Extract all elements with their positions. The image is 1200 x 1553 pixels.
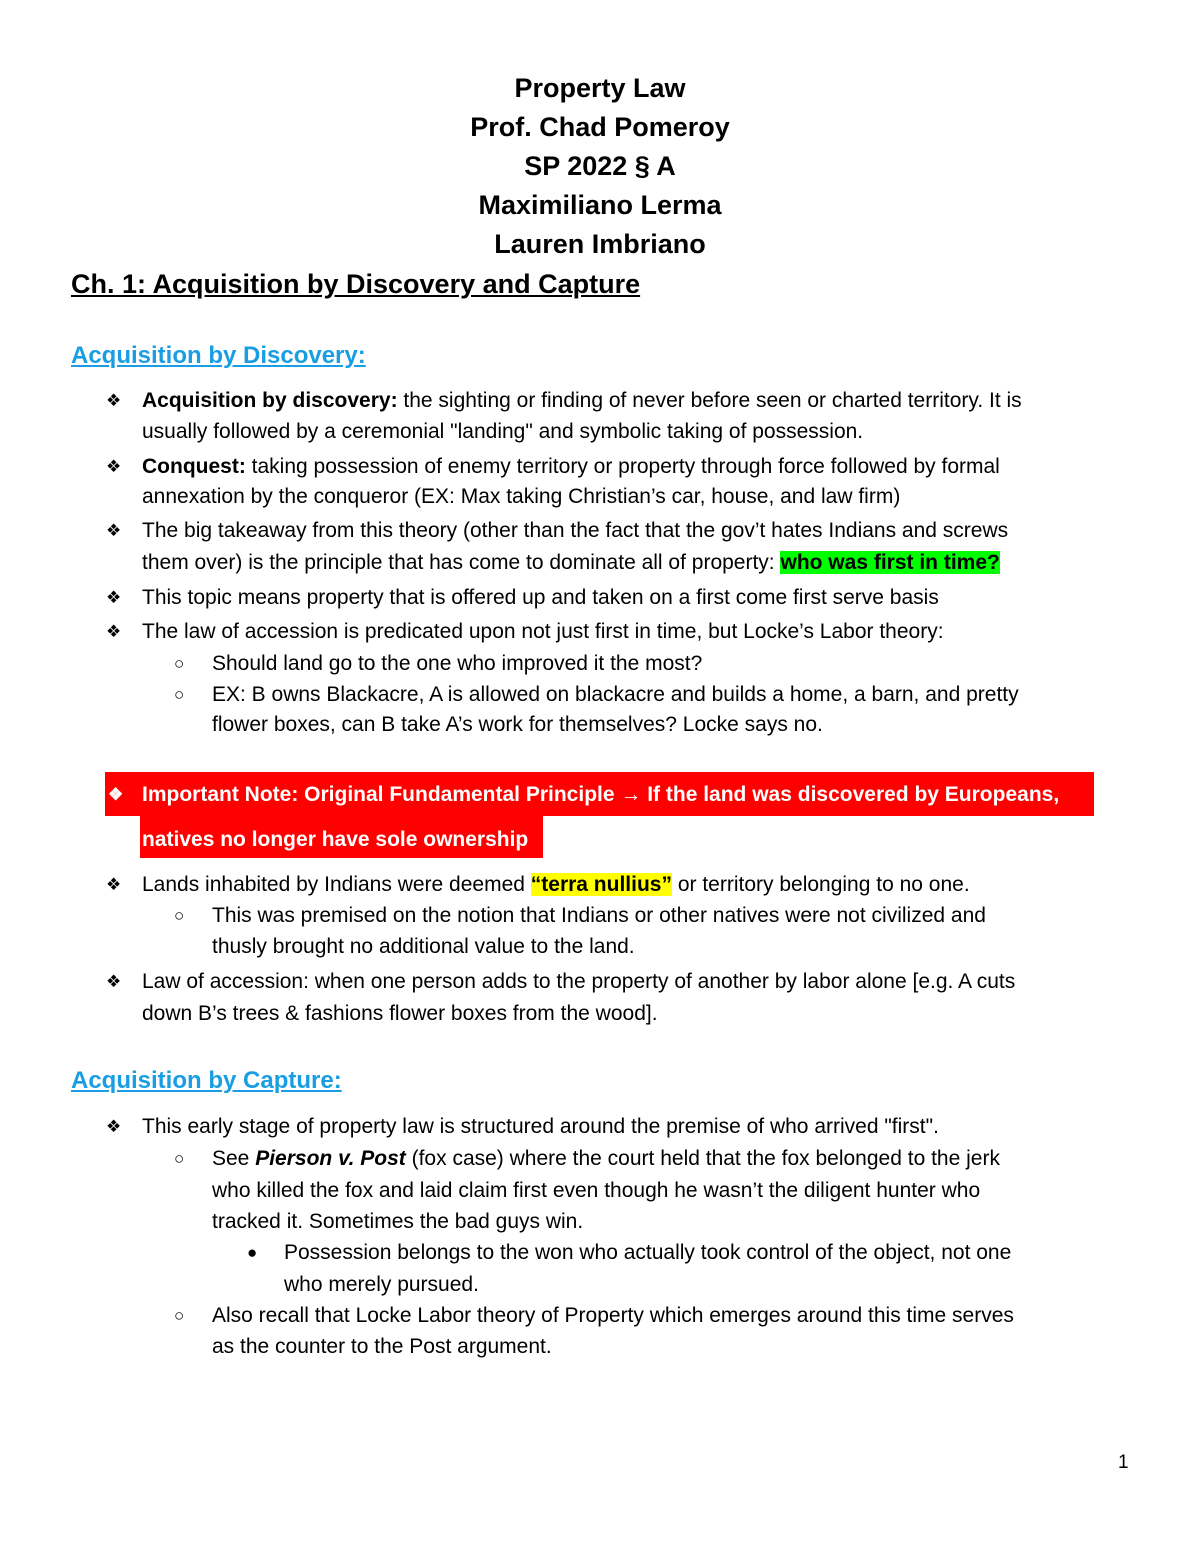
list-item: This early stage of property law is structured around the premise of who arrived "first". — [142, 1115, 939, 1138]
list-item: The big takeaway from this theory (other than the fact that the gov’t hates Indians and screws — [142, 519, 1009, 542]
highlight-terra-nullius: “terra nullius” — [530, 873, 672, 896]
section-heading-discovery: Acquisition by Discovery: — [71, 342, 366, 369]
sub-list-item-continuation: who killed the fox and laid claim first even though he wasn’t the diligent hunter who — [212, 1179, 981, 1202]
list-item-continuation: annexation by the conqueror (EX: Max taking Christian’s car, house, and law firm) — [142, 485, 901, 508]
list-item: Acquisition by discovery: the sighting or finding of never before seen or charted territory. It is — [142, 389, 1022, 412]
diamond-bullet-icon: ❖ — [106, 972, 122, 991]
sub-sub-list-item: Possession belongs to the won who actually took control of the object, not one — [284, 1241, 1012, 1264]
sub-list-item-continuation: as the counter to the Post argument. — [212, 1335, 552, 1358]
list-item: Lands inhabited by Indians were deemed “terra nullius” or territory belonging to no one. — [142, 873, 970, 896]
sub-list-item-continuation: tracked it. Sometimes the bad guys win. — [212, 1210, 584, 1233]
list-item: Conquest: taking possession of enemy territory or property through force followed by formal — [142, 455, 1000, 478]
sub-list-item: Should land go to the one who improved it the most? — [212, 652, 703, 675]
diamond-bullet-icon: ❖ — [108, 785, 124, 804]
diamond-bullet-icon: ❖ — [106, 521, 122, 540]
term-section: SP 2022 § A — [524, 151, 676, 181]
circle-bullet-icon: ○ — [174, 654, 185, 673]
diamond-bullet-icon: ❖ — [106, 1117, 122, 1136]
diamond-bullet-icon: ❖ — [106, 622, 122, 641]
list-item: Law of accession: when one person adds to the property of another by labor alone [e.g. A cuts — [142, 970, 1016, 993]
list-item-continuation: down B’s trees & fashions flower boxes from the wood]. — [142, 1002, 658, 1025]
sub-sub-list-item-continuation: who merely pursued. — [284, 1273, 479, 1296]
diamond-bullet-icon: ❖ — [106, 391, 122, 410]
sub-list-item: This was premised on the notion that Indians or other natives were not civilized and — [212, 904, 986, 927]
sub-list-item-continuation: flower boxes, can B take A’s work for themselves? Locke says no. — [212, 713, 823, 736]
case-name: Pierson v. Post — [255, 1147, 406, 1170]
circle-bullet-icon: ○ — [174, 1306, 185, 1325]
sub-list-item: EX: B owns Blackacre, A is allowed on blackacre and builds a home, a barn, and pretty — [212, 683, 1019, 706]
circle-bullet-icon: ○ — [174, 906, 185, 925]
circle-bullet-icon: ○ — [174, 685, 185, 704]
circle-bullet-icon: ○ — [174, 1149, 185, 1168]
important-note: Important Note: Original Fundamental Principle → If the land was discovered by Europeans, — [142, 783, 1060, 806]
chapter-title: Ch. 1: Acquisition by Discovery and Capture — [71, 269, 641, 299]
page-number: 1 — [1118, 1452, 1129, 1473]
diamond-bullet-icon: ❖ — [106, 588, 122, 607]
sub-list-item: See Pierson v. Post (fox case) where the court held that the fox belonged to the jerk — [212, 1147, 1000, 1170]
list-item: The law of accession is predicated upon not just first in time, but Locke’s Labor theory: — [142, 620, 944, 643]
filled-bullet-icon: ● — [247, 1243, 258, 1262]
sub-list-item-continuation: thusly brought no additional value to the land. — [212, 935, 635, 958]
author-name: Maximiliano Lerma — [478, 190, 722, 220]
diamond-bullet-icon: ❖ — [106, 457, 122, 476]
diamond-bullet-icon: ❖ — [106, 875, 122, 894]
author-name: Lauren Imbriano — [494, 229, 706, 259]
section-heading-capture: Acquisition by Capture: — [71, 1067, 342, 1094]
highlight-first-in-time: who was first in time? — [780, 551, 1000, 574]
list-item: This topic means property that is offered up and taken on a first come first serve basis — [142, 586, 939, 609]
important-note-continuation: natives no longer have sole ownership — [142, 828, 529, 851]
sub-list-item: Also recall that Locke Labor theory of Property which emerges around this time serves — [212, 1304, 1014, 1327]
course-title: Property Law — [514, 73, 686, 103]
professor-name: Prof. Chad Pomeroy — [470, 112, 730, 142]
list-item-continuation: them over) is the principle that has come to dominate all of property: who was first in time? — [142, 551, 1000, 574]
list-item-continuation: usually followed by a ceremonial "landing" and symbolic taking of possession. — [142, 420, 864, 443]
